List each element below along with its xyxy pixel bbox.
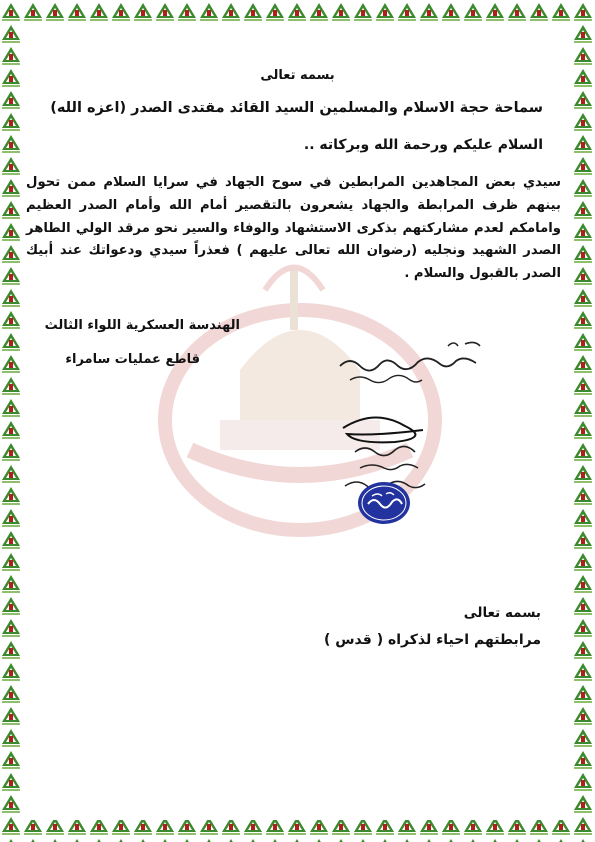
letter-address: سماحة حجة الاسلام والمسلمين السيد القائد مقتدى الصدر (اعزه الله) [50,100,543,116]
letter-greeting: السلام عليكم ورحمة الله وبركاته .. [303,137,543,153]
sender-unit: الهندسة العسكرية اللواء الثالث [44,318,240,333]
reply-text: مرابطتهم احياء لذكراه ( قدس ) [323,632,541,648]
handwritten-reply [330,338,490,388]
letter-body: سيدي بعض المجاهدين المرابطين في سوح الجهاد في سرايا السلام ممن تحول بينهم ظرف المرابطة والجهاد يشعرون بالتقصير أمام الله وأمام الصدر العظيم وامامكم لعدم مشاركتهم بذكرى الاستشهاد والوفاء والسير نحو مرقد الولي الطاهر الصدر الشهيد ونجليه (رضوان الله تعالى عليهم ) فعذراً سيدي ودعواتك عند أبيك الصدر بالقبول والسلام . [26,175,561,282]
basmala-heading: بسمه تعالى [260,68,335,83]
sender-sector: قاطع عمليات سامراء [65,352,200,367]
official-seal [356,480,412,526]
reply-basmala: بسمه تعالى [463,605,541,621]
